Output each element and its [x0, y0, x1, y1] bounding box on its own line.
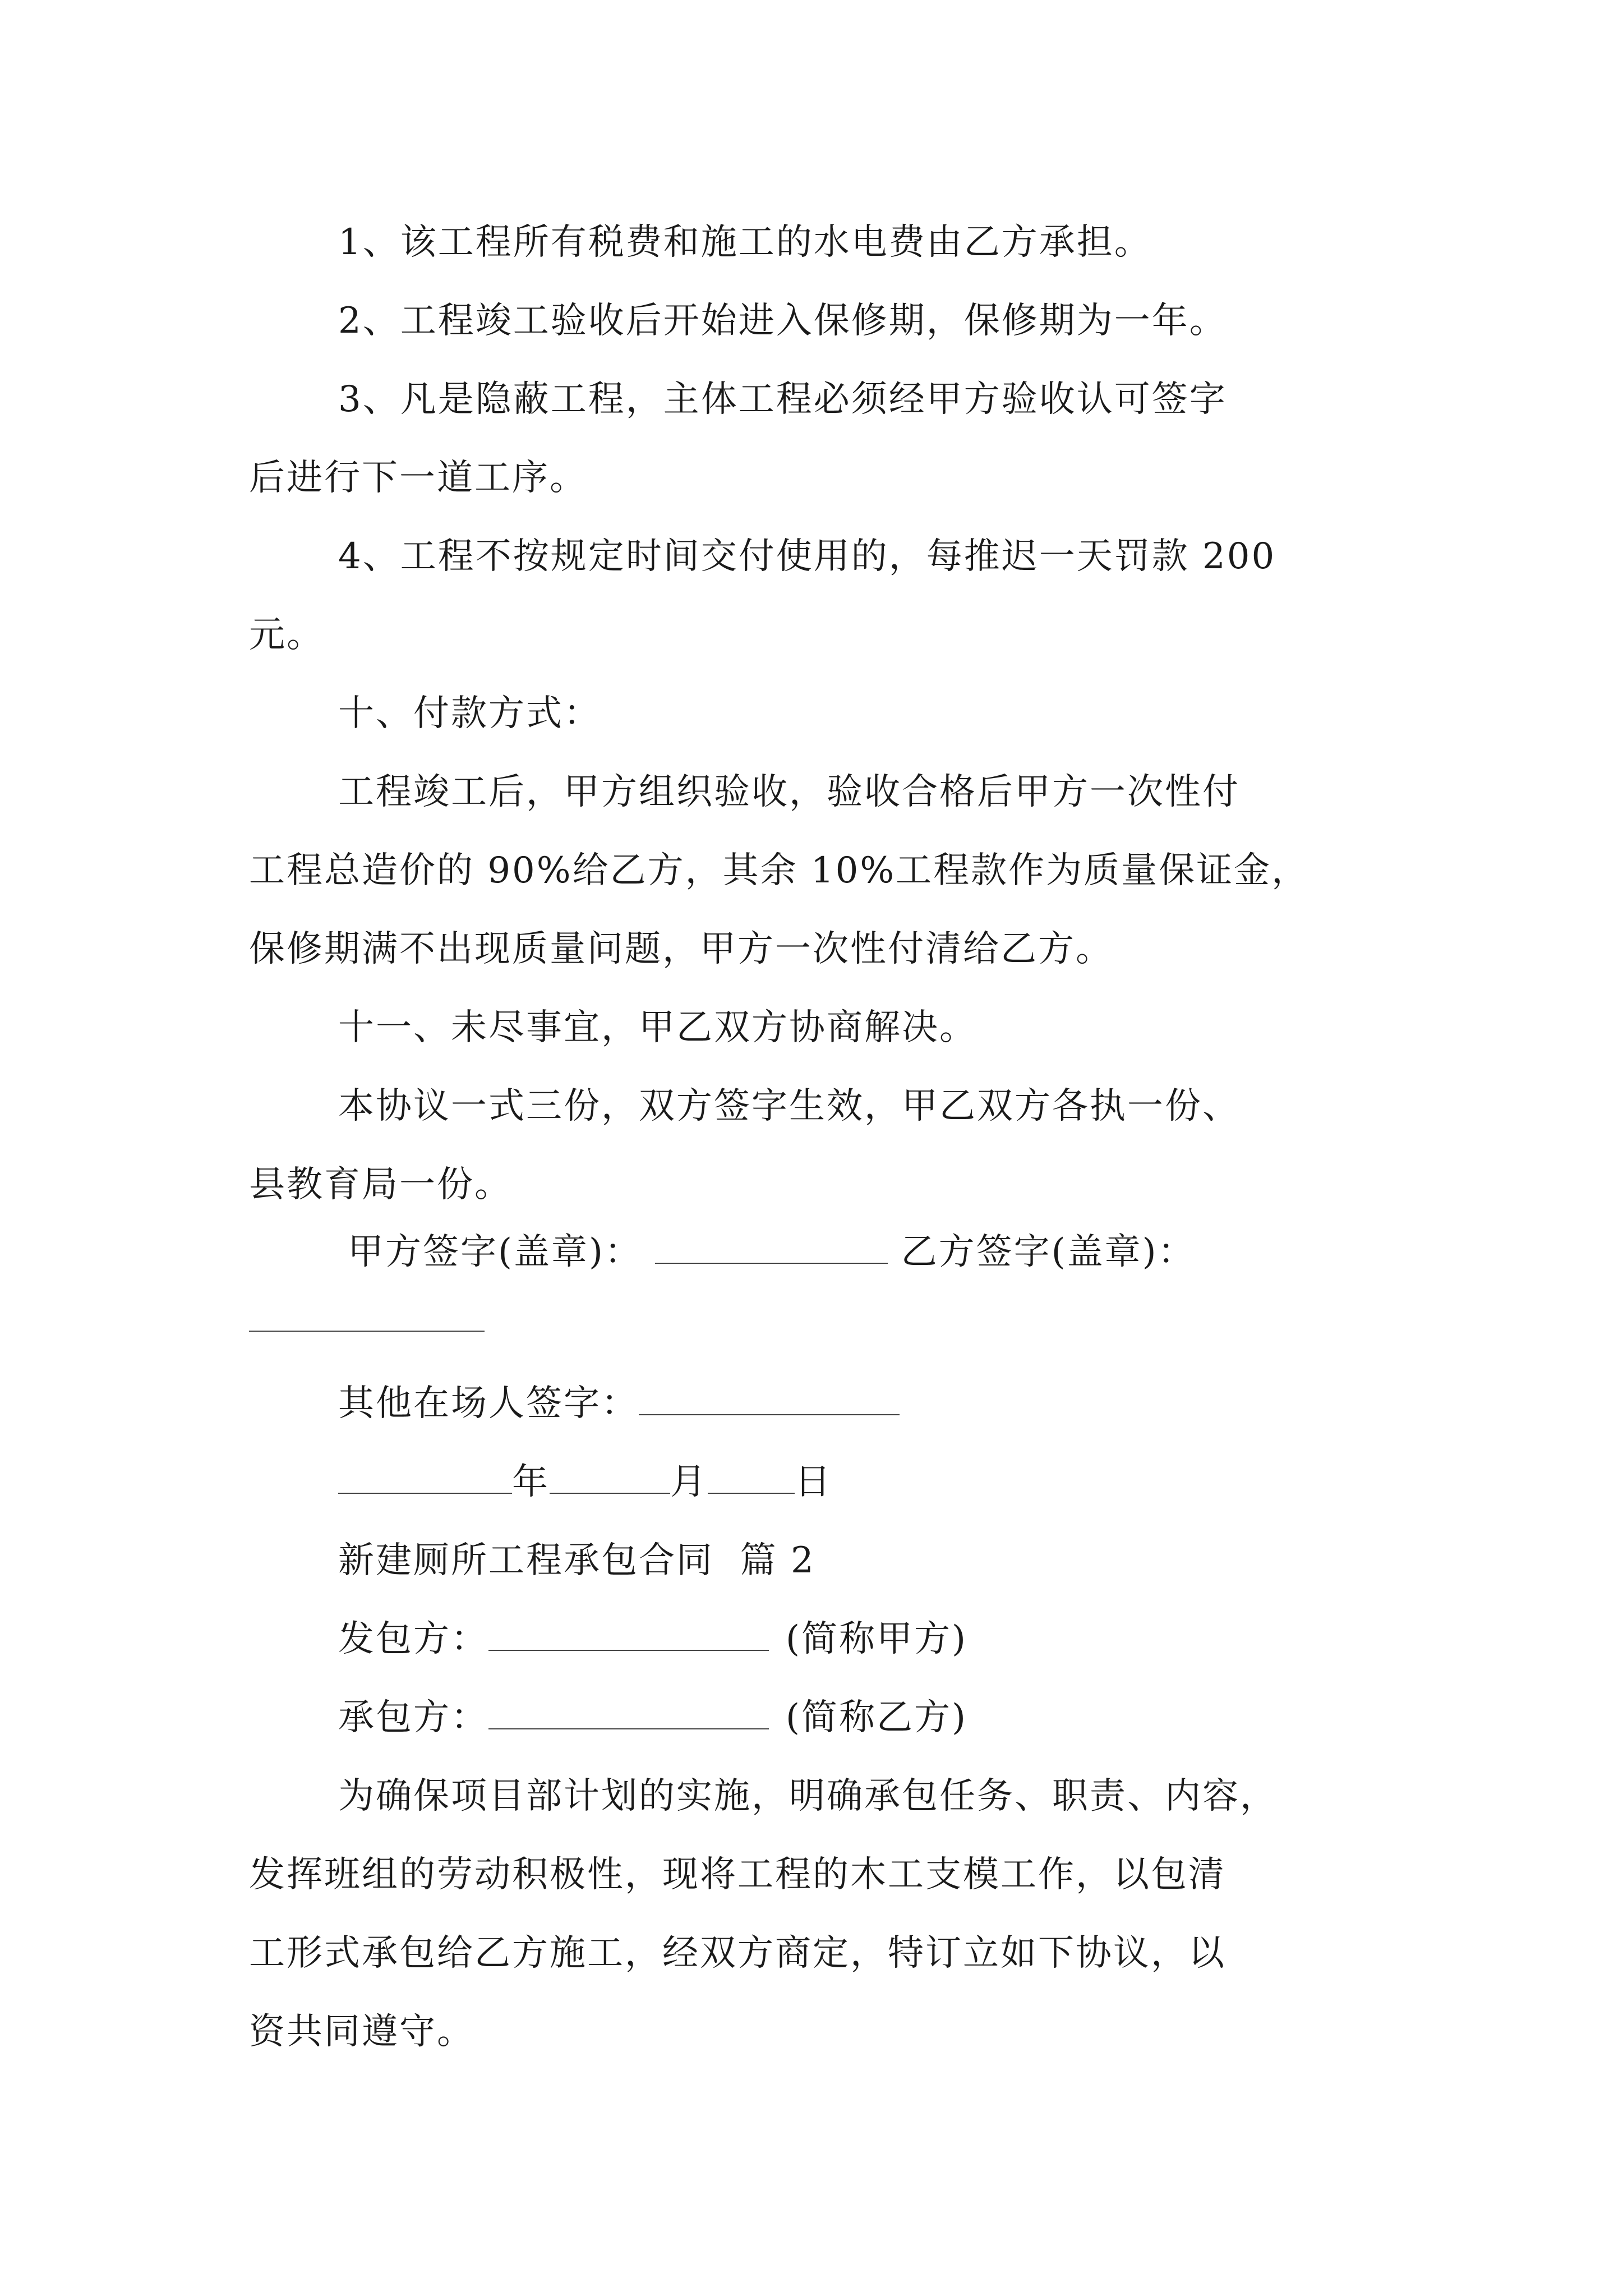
- contractor-line: [338, 1695, 967, 1740]
- signature-line: [348, 1230, 1196, 1274]
- date-month-blank: [550, 1461, 670, 1494]
- date-day-blank: [708, 1461, 795, 1494]
- party-b-signature-blank: [249, 1331, 485, 1332]
- contractor-blank: [488, 1697, 769, 1729]
- date-year-blank: [338, 1461, 512, 1494]
- party-b-signature-label: 乙方签字(盖章)：: [901, 1231, 1196, 1273]
- party-a-signature-blank: [655, 1231, 888, 1264]
- payment-heading: 十、付款方式：: [338, 693, 601, 734]
- witness-signature-blank: [639, 1383, 900, 1415]
- contract-2-title: 新建厕所工程承包合同 篇 2: [338, 1540, 815, 1581]
- date-day-label: 日: [795, 1461, 832, 1503]
- date-month-label: 月: [670, 1461, 708, 1503]
- term-4-line-2: 元。: [249, 614, 324, 656]
- intro-line-3: 工形式承包给乙方施工，经双方商定，特订立如下协议，以: [249, 1932, 1226, 1974]
- clause-11: 十一、未尽事宜，甲乙双方协商解决。: [338, 1007, 977, 1048]
- employer-note: (简称甲方): [786, 1618, 967, 1660]
- payment-line-2: 工程总造价的 90%给乙方，其余 10%工程款作为质量保证金，: [249, 850, 1310, 891]
- witness-line: [338, 1381, 900, 1426]
- contractor-label: 承包方：: [338, 1697, 488, 1738]
- term-2: 2、工程竣工验收后开始进入保修期，保修期为一年。: [338, 300, 1227, 342]
- employer-blank: [488, 1618, 769, 1651]
- employer-label: 发包方：: [338, 1618, 488, 1660]
- date-year-label: 年: [512, 1461, 550, 1503]
- party-a-signature-label: 甲方签字(盖章)：: [348, 1231, 642, 1273]
- term-3-line-1: 3、凡是隐蔽工程，主体工程必须经甲方验收认可签字: [338, 379, 1227, 420]
- contractor-note: (简称乙方): [786, 1697, 967, 1738]
- term-4-line-1: 4、工程不按规定时间交付使用的，每推迟一天罚款 200: [338, 536, 1276, 577]
- intro-line-2: 发挥班组的劳动积极性，现将工程的木工支模工作，以包清: [249, 1854, 1226, 1895]
- term-1: 1、该工程所有税费和施工的水电费由乙方承担。: [338, 222, 1152, 263]
- copies-line-2: 县教育局一份。: [249, 1164, 512, 1205]
- employer-line: [338, 1617, 967, 1662]
- payment-line-1: 工程竣工后，甲方组织验收，验收合格后甲方一次性付: [338, 771, 1240, 813]
- intro-line-1: 为确保项目部计划的实施，明确承包任务、职责、内容，: [338, 1775, 1278, 1817]
- witness-signature-label: 其他在场人签字：: [338, 1383, 639, 1424]
- term-3-line-2: 后进行下一道工序。: [249, 457, 587, 499]
- copies-line-1: 本协议一式三份，双方签字生效，甲乙双方各执一份、: [338, 1085, 1240, 1127]
- intro-line-4: 资共同遵守。: [249, 2011, 474, 2053]
- payment-line-3: 保修期满不出现质量问题，甲方一次性付清给乙方。: [249, 928, 1113, 970]
- date-line: [338, 1460, 832, 1504]
